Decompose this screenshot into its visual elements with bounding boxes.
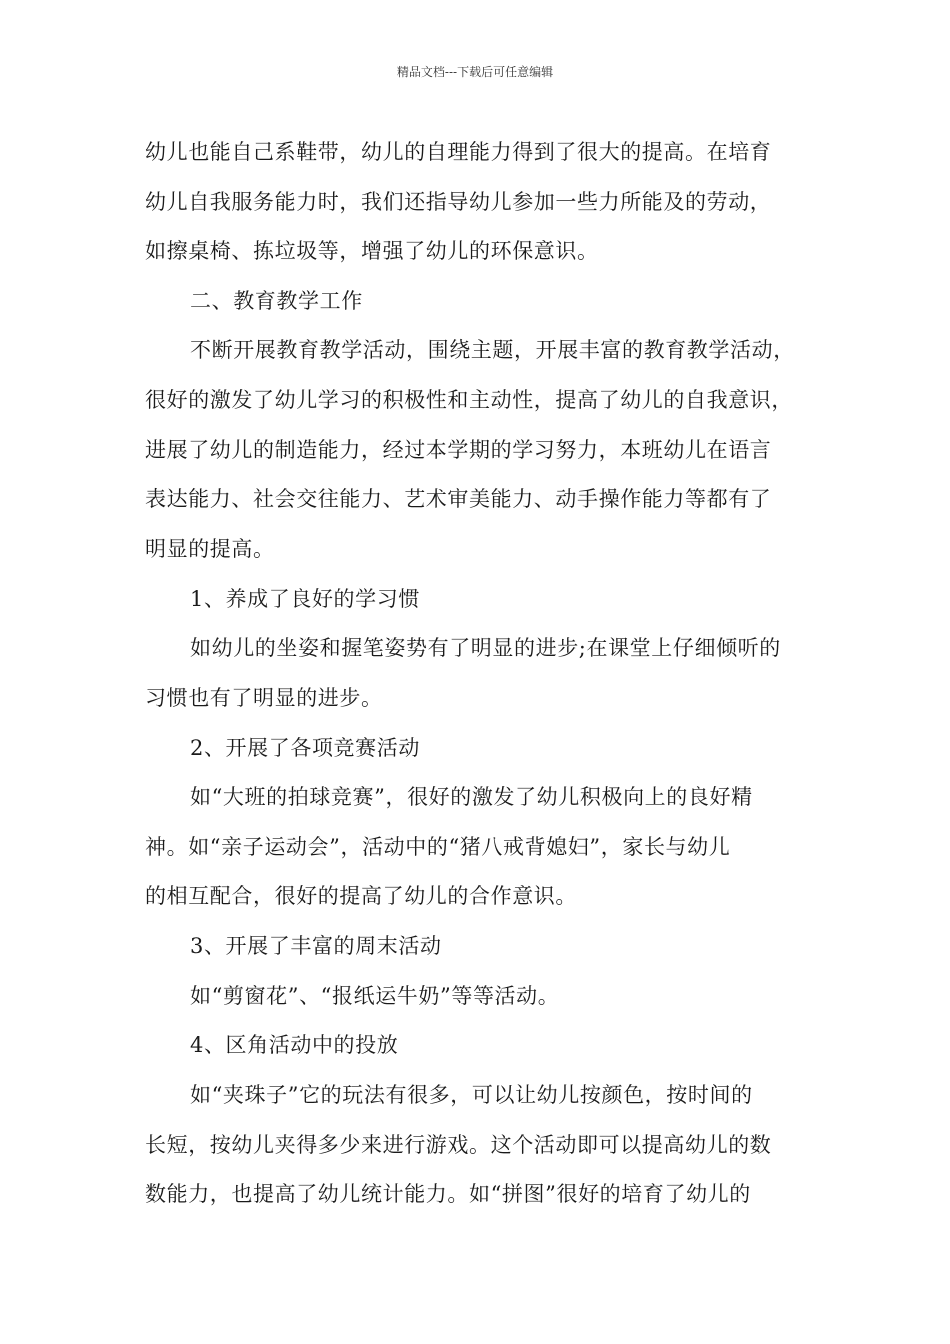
body-line: 表达能力、社会交往能力、艺术审美能力、动手操作能力等都有了 [145,487,772,511]
subsection-heading: 3、开展了丰富的周末活动 [190,934,442,958]
page-header: 精品文档---下载后可任意编辑 [396,65,554,79]
body-line: 长短，按幼儿夹得多少来进行游戏。这个活动即可以提高幼儿的数 [145,1133,772,1157]
subsection-heading: 1、养成了良好的学习惯 [190,587,420,611]
subsection-heading: 2、开展了各项竞赛活动 [190,736,420,760]
body-line: 如幼儿的坐姿和握笔姿势有了明显的进步;在课堂上仔细倾听的 [190,636,781,660]
body-line: 幼儿自我服务能力时，我们还指导幼儿参加一些力所能及的劳动， [145,190,772,214]
body-line: 的相互配合，很好的提高了幼儿的合作意识。 [145,884,577,908]
body-line: 很好的激发了幼儿学习的积极性和主动性，提高了幼儿的自我意识， [145,388,793,412]
body-line: 数能力，也提高了幼儿统计能力。如“拼图”很好的培育了幼儿的 [145,1182,751,1206]
body-line: 如“夹珠子”它的玩法有很多，可以让幼儿按颜色，按时间的 [190,1083,753,1107]
body-line: 不断开展教育教学活动，围绕主题，开展丰富的教育教学活动， [190,338,795,362]
body-line: 明显的提高。 [145,537,275,561]
section-heading: 二、教育教学工作 [190,289,363,313]
body-line: 神。如“亲子运动会”，活动中的“猪八戒背媳妇”，家长与幼儿 [145,835,731,859]
body-line: 如“大班的拍球竞赛”，很好的激发了幼儿积极向上的良好精 [190,785,753,809]
body-line: 进展了幼儿的制造能力，经过本学期的学习努力，本班幼儿在语言 [145,438,772,462]
body-line: 幼儿也能自己系鞋带，幼儿的自理能力得到了很大的提高。在培育 [145,140,772,164]
body-line: 习惯也有了明显的进步。 [145,686,383,710]
body-line: 如“剪窗花”、“报纸运牛奶”等等活动。 [190,984,560,1008]
subsection-heading: 4、区角活动中的投放 [190,1033,399,1057]
body-line: 如擦桌椅、拣垃圾等，增强了幼儿的环保意识。 [145,239,599,263]
